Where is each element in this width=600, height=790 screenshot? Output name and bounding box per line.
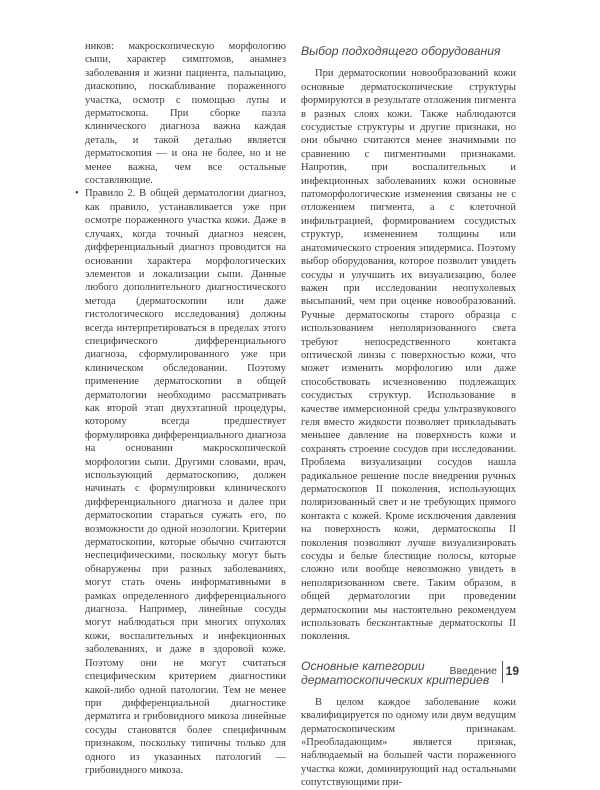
page-number: 19 bbox=[505, 664, 519, 678]
bullet-icon: • bbox=[75, 188, 79, 200]
footer-divider bbox=[502, 661, 503, 683]
section-heading-criteria: Основные категории дерматоскопических критериев bbox=[301, 658, 490, 688]
section-heading-equipment: Выбор подходящего оборудования bbox=[301, 44, 501, 58]
rule-2-paragraph: Правило 2. В общей дерматологии диагноз, как правило, устанавливается уже при осмотре пораженного участка кожи. Даже в случаях, когда точный диагноз неясен, дифференциальный диагноз проводится на основании характера морфологических элементов и локализации сыпи. Данные любого дополнительного диагностического метода (дерматоскопии или даже гистологического исследования) должны всегда интерпретироваться в пределах этого специфического дифференциального диагноза, сформулированного уже при клиническом обследовании. Поэтому применение дерматоскопии в общей дерматологии необходимо рассматривать как второй этап двухэтапной процедуры, которому всегда предшествует формулировка дифференциального диагноза на основании макроскопической морфологии сыпи. Другими словами, врач, использующий дерматоскопию, должен начинать с формулировки клинического дифференциального диагноза и далее при дерматоскопии стараться сужать его, по возможности до одной нозологии. Критерии дерматоскопии, которые обычно считаются неспецифическими, поскольку могут быть обнаружены при разных заболеваниях, могут стать очень информативными в рамках определенного дифференциального диагноза. Например, линейные сосуды могут наблюдаться при многих опухолях кожи, воспалительных и инфекционных заболеваниях, и даже в здоровой коже. Поэтому они не могут считаться специфическим критерием диагностики какой-либо одной патологии. Тем не менее при дифференциальной диагностике дерматита и грибовидного микоза линейные сосуды становятся более специфичным признаком, поскольку типичны только для одного из указанных патологий — грибовидного микоза. bbox=[85, 188, 286, 776]
equipment-paragraph: При дерматоскопии новообразований кожи основные дерматоскопические структуры формируются в результате отложения пигмента в разных слоях кожи. Также наблюдаются сосудистые структуры и другие признаки, но они обычно считаются менее значимыми по сравнению с пигментными признаками. Напротив, при воспалительных и инфекционных заболеваниях кожи основные патоморфологические изменения связаны не с отложением пигмента, а с клеточной инфильтрацией, формированием сосудистых структур, изменением толщины или анатомического строения эпидермиса. Поэтому выбор оборудования, которое позволит увидеть сосуды и улучшить их визуализацию, более важен при исследовании неопухолевых высыпаний, чем при оценке новообразований. Ручные дерматоскопы старого образца с использованием неполяризованного света требуют непосредственного контакта оптической линзы с поверхностью кожи, что может изменить морфологию или даже способствовать исчезновению подлежащих сосудистых структур. Использование в качестве иммерсионной среды ультразвукового геля вместо жидкости позволяет прикладывать меньшее давление на поверхность кожи и сохранять строение сосудов при исследовании. Проблема визуализации сосудов нашла радикальное решение после внедрения ручных дерматоскопов II поколения, использующих поляризованный свет и не требующих прямого контакта с кожей. Кроме исключения давления на поверхность кожи, дерматоскопы II поколения позволяют лучше визуализировать сосуды и белые блестящие полосы, которые сложно или вообще невозможно увидеть в неполяризованном свете. Таким образом, в общей дерматологии при проведении дерматоскопии мы настоятельно рекомендуем использовать бесконтактные дерматоскопы II поколения. bbox=[301, 68, 516, 643]
continued-paragraph: ников: макроскопическую морфологию сыпи, характер симптомов, анамнез заболевания и жизни пациента, пальпацию, диаскопию, поскабливание пораженного участка, осмотр с помощью лупы и дерматоскопа. При сборке пазла клинического диагноза важна каждая деталь, и такой деталью является дерматоскопия — и она не более, но и не менее важна, чем все остальные составляющие. bbox=[85, 41, 286, 187]
left-column bbox=[75, 40, 286, 777]
list-item-rule-2 bbox=[75, 187, 286, 777]
criteria-paragraph: В целом каждое заболевание кожи квалифицируется по одному или двум ведущим дерматоскопическим признакам. «Преобладающим» является признак, наблюдаемый на большей части пораженного участка кожи, доминирующий над остальными сопутствующими при- bbox=[301, 696, 516, 789]
page-footer bbox=[415, 661, 525, 683]
running-footer-section: Введение bbox=[449, 665, 497, 677]
